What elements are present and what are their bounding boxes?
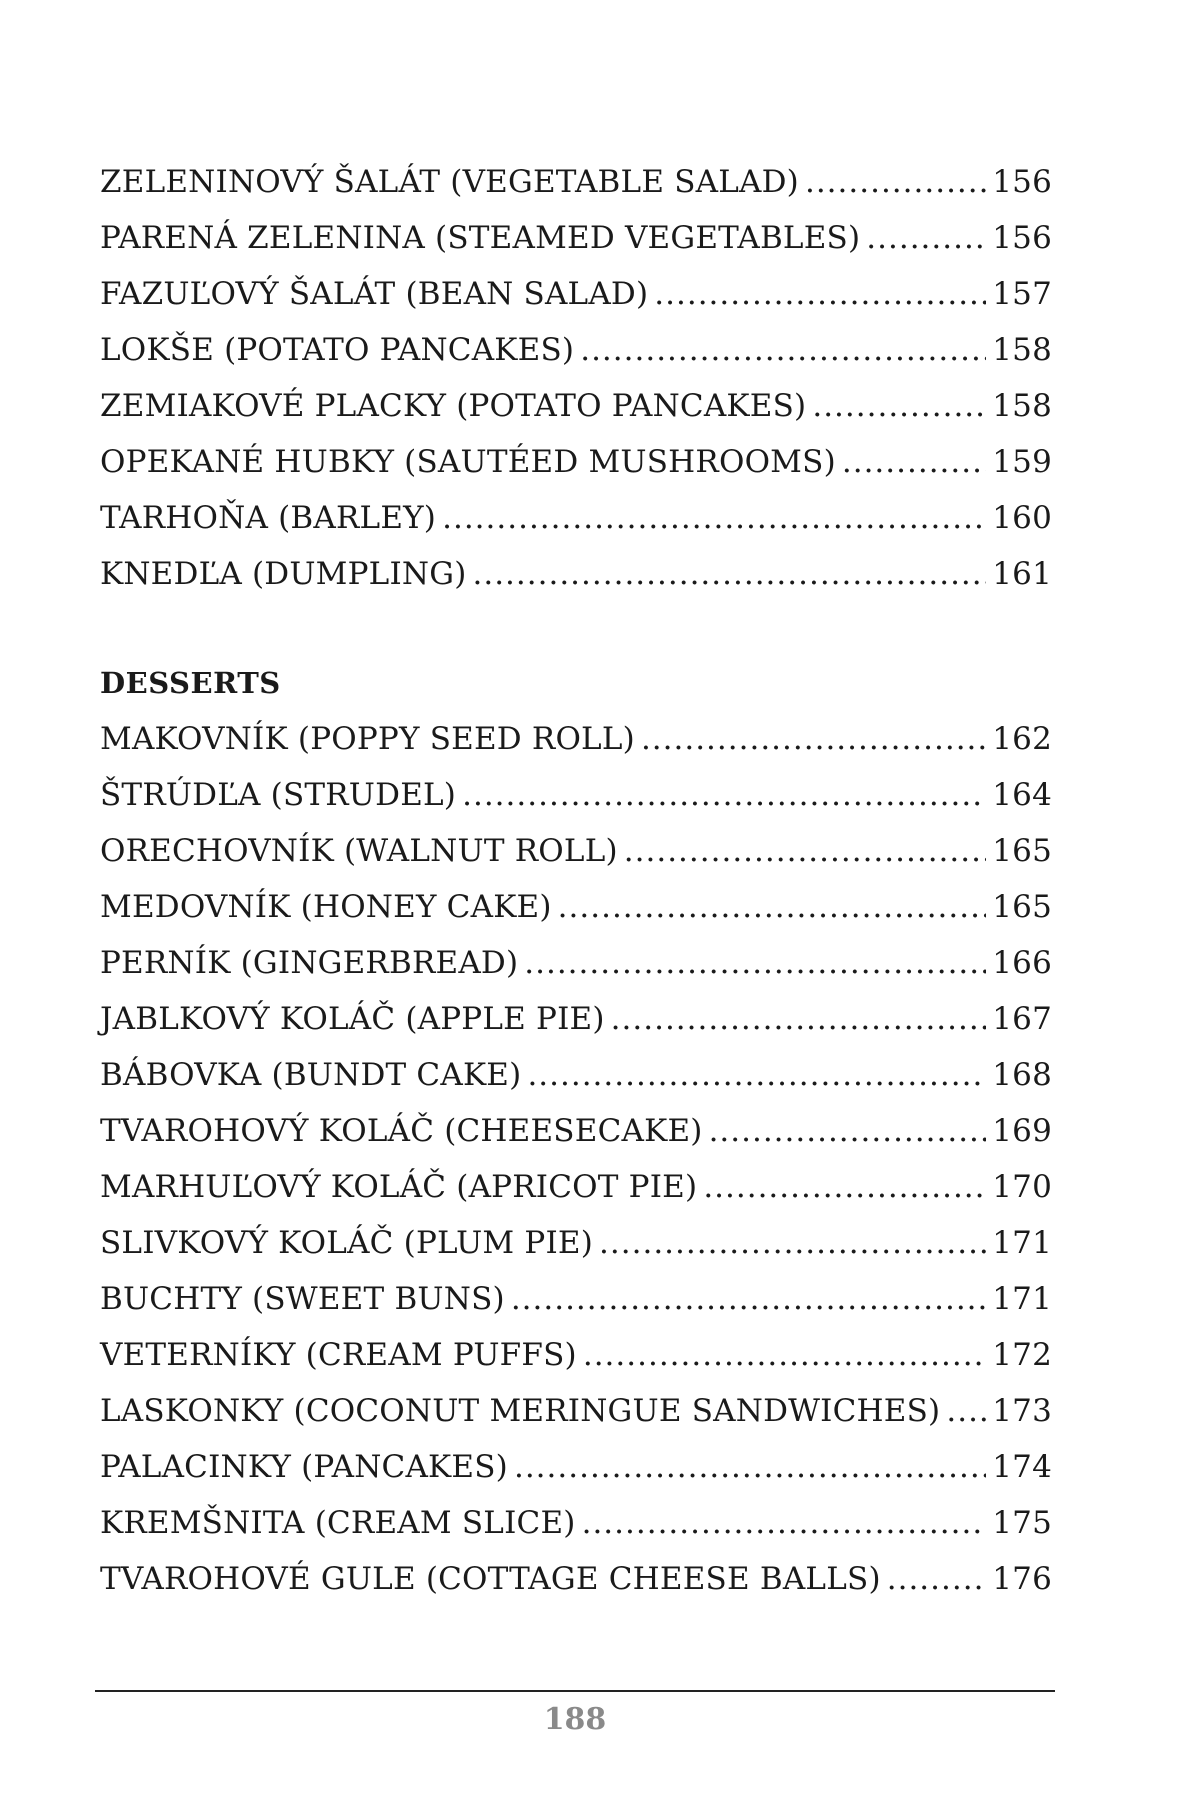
toc-entry-title: KREMŠNITA (CREAM SLICE) (100, 1505, 576, 1541)
toc-entry-page: 166 (992, 945, 1052, 981)
toc-entry (100, 1159, 1052, 1215)
toc-entry (100, 1047, 1052, 1103)
toc-entry (100, 434, 1052, 490)
toc-entry-title: JABLKOVÝ KOLÁČ (APPLE PIE) (100, 1001, 605, 1037)
toc-entry (100, 1439, 1052, 1495)
toc-entry-page: 165 (992, 889, 1052, 925)
toc-entry-page: 158 (992, 388, 1052, 424)
toc-entry-title: ZEMIAKOVÉ PLACKY (POTATO PANCAKES) (100, 388, 807, 424)
toc-entry-title: PALACINKY (PANCAKES) (100, 1449, 508, 1485)
footer-divider (95, 1690, 1055, 1692)
dot-leader (599, 1215, 986, 1271)
toc-entry (100, 154, 1052, 210)
toc-entry-page: 168 (992, 1057, 1052, 1093)
toc-entry-page: 175 (992, 1505, 1052, 1541)
toc-entry-page: 171 (992, 1281, 1052, 1317)
toc-entry-title: MARHUĽOVÝ KOLÁČ (APRICOT PIE) (100, 1169, 698, 1205)
toc-entry (100, 991, 1052, 1047)
toc-entry (100, 767, 1052, 823)
toc-entry (100, 935, 1052, 991)
toc-list-desserts (100, 655, 1052, 1607)
toc-entry-title: KNEDĽA (DUMPLING) (100, 556, 467, 592)
toc-entry (100, 823, 1052, 879)
dot-leader (709, 1103, 987, 1159)
toc-entry-title: SLIVKOVÝ KOLÁČ (PLUM PIE) (100, 1225, 594, 1261)
toc-entry-page: 171 (992, 1225, 1052, 1261)
toc-entry (100, 1215, 1052, 1271)
toc-entry (100, 1271, 1052, 1327)
dot-leader (611, 991, 987, 1047)
toc-entry-page: 164 (992, 777, 1052, 813)
toc-entry (100, 1383, 1052, 1439)
dot-leader (580, 322, 986, 378)
toc-entry-title: ŠTRÚDĽA (STRUDEL) (100, 777, 457, 813)
toc-entry (100, 546, 1052, 602)
toc-entry-title: OPEKANÉ HUBKY (SAUTÉED MUSHROOMS) (100, 444, 836, 480)
toc-entry (100, 1551, 1052, 1607)
dot-leader (442, 490, 986, 546)
dot-leader (805, 154, 986, 210)
toc-entry-page: 157 (992, 276, 1052, 312)
toc-entry-page: 169 (992, 1113, 1052, 1149)
toc-entry (100, 266, 1052, 322)
toc-entry-title: BUCHTY (SWEET BUNS) (100, 1281, 505, 1317)
toc-entry (100, 879, 1052, 935)
page-number: 188 (543, 1702, 607, 1737)
toc-entry (100, 490, 1052, 546)
dot-leader (703, 1159, 986, 1215)
toc-entry-page: 174 (992, 1449, 1052, 1485)
toc-entry-page: 161 (992, 556, 1052, 592)
toc-entry-page: 158 (992, 332, 1052, 368)
dot-leader (527, 1047, 986, 1103)
toc-entry-title: LASKONKY (COCONUT MERINGUE SANDWICHES) (100, 1393, 941, 1429)
toc-entry (100, 1103, 1052, 1159)
dot-leader (887, 1551, 986, 1607)
toc-entry-title: FAZUĽOVÝ ŠALÁT (BEAN SALAD) (100, 276, 649, 312)
dot-leader (641, 711, 986, 767)
dot-leader (582, 1495, 987, 1551)
toc-entry-title: MEDOVNÍK (HONEY CAKE) (100, 889, 552, 925)
toc-entry-page: 159 (992, 444, 1052, 480)
dot-leader (462, 767, 986, 823)
toc-entry-page: 162 (992, 721, 1052, 757)
dot-leader (511, 1271, 986, 1327)
toc-entry-page: 173 (992, 1393, 1052, 1429)
toc-entry-title: PARENÁ ZELENINA (STEAMED VEGETABLES) (100, 220, 861, 256)
toc-entry-title: TVAROHOVÉ GULE (COTTAGE CHEESE BALLS) (100, 1561, 881, 1597)
toc-entry-title: TVAROHOVÝ KOLÁČ (CHEESECAKE) (100, 1113, 703, 1149)
toc-entry-title: LOKŠE (POTATO PANCAKES) (100, 332, 575, 368)
toc-entry-page: 156 (992, 164, 1052, 200)
dot-leader (558, 879, 987, 935)
toc-entry-page: 160 (992, 500, 1052, 536)
toc-entry-page: 167 (992, 1001, 1052, 1037)
toc-entry-title: PERNÍK (GINGERBREAD) (100, 945, 519, 981)
dot-leader (473, 546, 987, 602)
dot-leader (624, 823, 986, 879)
section-heading: DESSERTS (100, 666, 281, 700)
toc-entry-title: VETERNÍKY (CREAM PUFFS) (100, 1337, 577, 1373)
toc-entry (100, 378, 1052, 434)
toc-entry-title: ZELENINOVÝ ŠALÁT (VEGETABLE SALAD) (100, 164, 799, 200)
toc-entry-title: MAKOVNÍK (POPPY SEED ROLL) (100, 721, 635, 757)
toc-entry-page: 172 (992, 1337, 1052, 1373)
toc-entry-title: ORECHOVNÍK (WALNUT ROLL) (100, 833, 618, 869)
dot-leader (524, 935, 986, 991)
toc-entry-page: 165 (992, 833, 1052, 869)
toc-list-side-dishes (100, 154, 1052, 602)
dot-leader (866, 210, 986, 266)
toc-entry-page: 156 (992, 220, 1052, 256)
toc-entry-page: 170 (992, 1169, 1052, 1205)
toc-entry (100, 1495, 1052, 1551)
dot-leader (842, 434, 986, 490)
toc-entry (100, 322, 1052, 378)
dot-leader (812, 378, 986, 434)
toc-entry-title: TARHOŇA (BARLEY) (100, 500, 437, 536)
toc-entry (100, 210, 1052, 266)
dot-leader (514, 1439, 986, 1495)
dot-leader (946, 1383, 986, 1439)
dot-leader (654, 266, 986, 322)
dot-leader (583, 1327, 986, 1383)
toc-entry (100, 711, 1052, 767)
toc-entry-title: BÁBOVKA (BUNDT CAKE) (100, 1057, 522, 1093)
toc-entry-page: 176 (992, 1561, 1052, 1597)
toc-entry (100, 1327, 1052, 1383)
